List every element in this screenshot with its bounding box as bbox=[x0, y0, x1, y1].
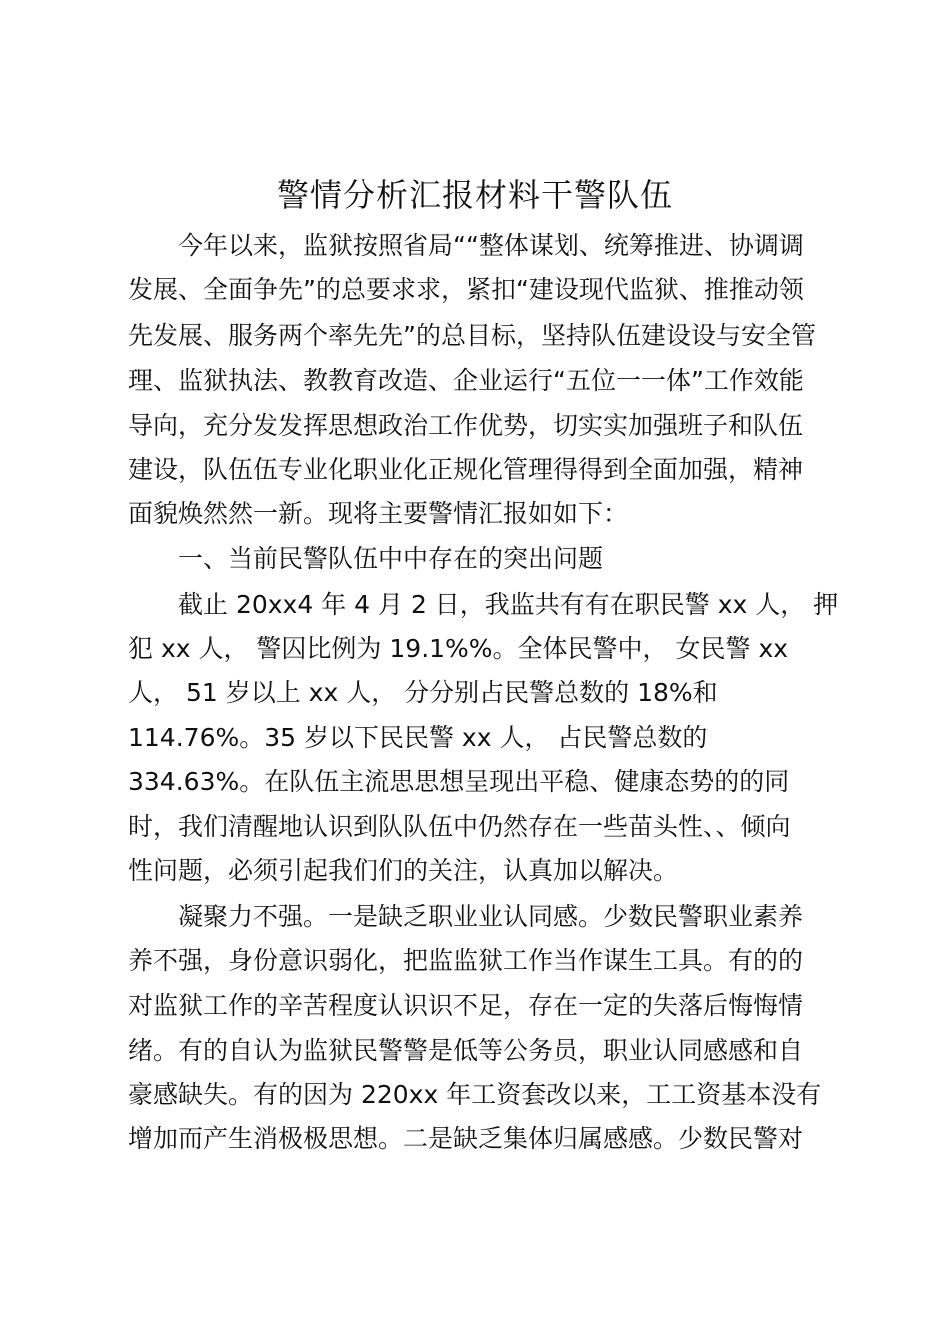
document-title: 警情分析汇报材料干警队伍 bbox=[276, 176, 673, 214]
paragraph-line: 人， 51 岁以上 xx 人， 分分别占民警总数的 18%和 bbox=[128, 678, 718, 707]
paragraph-line: 增加而产生消极极思想。二是缺乏集体归属感感。少数民警对 bbox=[128, 1124, 804, 1153]
paragraph-line: 养不强，身份意识弱化，把监监狱工作当作谋生工具。有的的 bbox=[128, 946, 804, 975]
paragraph-line: 性问题，必须引起我们们的关注，认真加以解决。 bbox=[128, 856, 679, 885]
paragraph-line: 截止 20xx4 年 4 月 2 日，我监共有有在职民警 xx 人， 押 bbox=[178, 590, 839, 619]
paragraph-line: 先发展、服务两个率先先”的总目标，坚持队伍建设设与安全管 bbox=[128, 321, 816, 350]
section-heading: 一、当前民警队伍中中存在的突出问题 bbox=[178, 544, 604, 573]
paragraph-line: 时，我们清醒地认识到队队伍中仍然存在一些苗头性、、倾向 bbox=[128, 812, 791, 841]
paragraph-line: 334.63%。在队伍主流思思想呈现出平稳、健康态势的的同 bbox=[128, 767, 790, 796]
paragraph-line: 对监狱工作的辛苦程度认识识不足，存在一定的失落后悔悔情 bbox=[128, 991, 804, 1020]
paragraph-line: 面貌焕然然一新。现将主要警情汇报如如下： bbox=[128, 499, 629, 528]
paragraph-line: 豪感缺失。有的因为 220xx 年工资套改以来，工工资基本没有 bbox=[128, 1080, 822, 1109]
paragraph-line: 犯 xx 人， 警囚比例为 19.1%%。全体民警中， 女民警 xx bbox=[128, 634, 789, 663]
paragraph-line: 凝聚力不强。一是缺乏职业业认同感。少数民警职业素养 bbox=[178, 902, 804, 931]
paragraph-line: 理、监狱执法、教教育改造、企业运行“五位一一体”工作效能 bbox=[128, 366, 804, 395]
paragraph-line: 建设，队伍伍专业化职业化正规化管理得得到全面加强，精神 bbox=[128, 455, 804, 484]
paragraph-line: 绪。有的自认为监狱民警警是低等公务员，职业认同感感和自 bbox=[128, 1036, 804, 1065]
paragraph-line: 今年以来，监狱按照省局““整体谋划、统筹推进、协调调 bbox=[178, 231, 804, 260]
paragraph-line: 发展、全面争先”的总要求求，紧扣“建设现代监狱、推推动领 bbox=[128, 275, 804, 304]
paragraph-line: 114.76%。35 岁以下民民警 xx 人， 占民警总数的 bbox=[128, 723, 708, 752]
paragraph-line: 导向，充分发发挥思想政治工作优势，切实实加强班子和队伍 bbox=[128, 411, 804, 440]
